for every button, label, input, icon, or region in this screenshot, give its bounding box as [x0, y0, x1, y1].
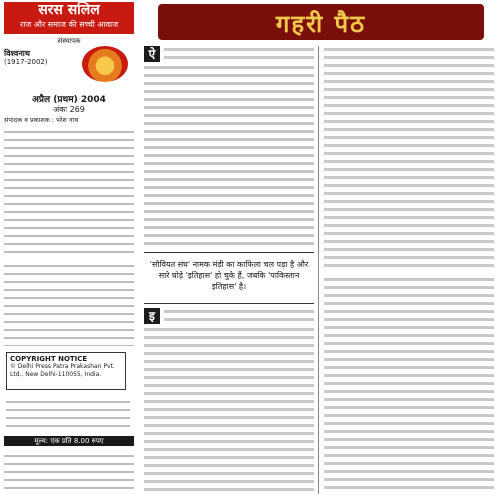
subscription-note: [6, 398, 130, 430]
founder-row: [4, 46, 134, 84]
publisher-details-block: [4, 128, 134, 258]
copyright-box: [6, 352, 126, 390]
article-title-banner: [158, 4, 484, 40]
issue-label: अप्रैल (प्रथम) 2004: [32, 95, 106, 105]
editorial-article: [140, 0, 500, 500]
founder-label: संस्थापक: [57, 37, 81, 45]
paragraph-1: [144, 64, 314, 250]
paragraph-2: [144, 326, 314, 494]
founder-name: विश्वनाथ: [4, 49, 30, 58]
copyright-title: COPYRIGHT NOTICE: [10, 355, 88, 363]
pull-quote-text: 'सोवियत संघ' नामक मंडी का काफिला चल पड़ा है और सारे घोड़े 'इतिहास' हो चुके हैं, जबकि 'पाकिस्तान इतिहास' है।: [149, 260, 309, 291]
issue-number: अंकः 269: [53, 105, 85, 114]
flame-emblem-icon: [82, 46, 128, 82]
paragraph-1-start: [164, 46, 314, 62]
editor-line: संपादक व प्रकाशक : परेश नाथ: [4, 116, 79, 124]
paragraph-3: [324, 46, 494, 270]
article-title: गहरी पैठ: [275, 9, 367, 38]
footer-contact-block: [4, 452, 134, 494]
masthead: [4, 2, 134, 34]
paragraph-2-start: [164, 308, 314, 324]
pull-quote: [144, 252, 314, 304]
column-divider: [318, 46, 319, 494]
distribution-details-block: [4, 262, 134, 346]
article-column-left: [144, 46, 314, 494]
dropcap-first: ऐ: [144, 46, 160, 62]
sidebar: [0, 0, 138, 500]
price-label: मूल्य: एक प्रति 8.00 रुपए: [4, 436, 134, 446]
article-column-right: [324, 46, 494, 494]
founder-dates: (1917-2002): [4, 58, 48, 66]
dropcap-second: इ: [144, 308, 160, 324]
paragraph-4: [324, 276, 494, 494]
masthead-title: सरस सलिल: [38, 2, 100, 18]
masthead-tagline: राज और समाज की सच्ची आवाज: [19, 20, 119, 29]
copyright-text: © Delhi Press Patra Prakashan Pvt. Ltd., New Delhi-110055, India.: [10, 363, 115, 378]
